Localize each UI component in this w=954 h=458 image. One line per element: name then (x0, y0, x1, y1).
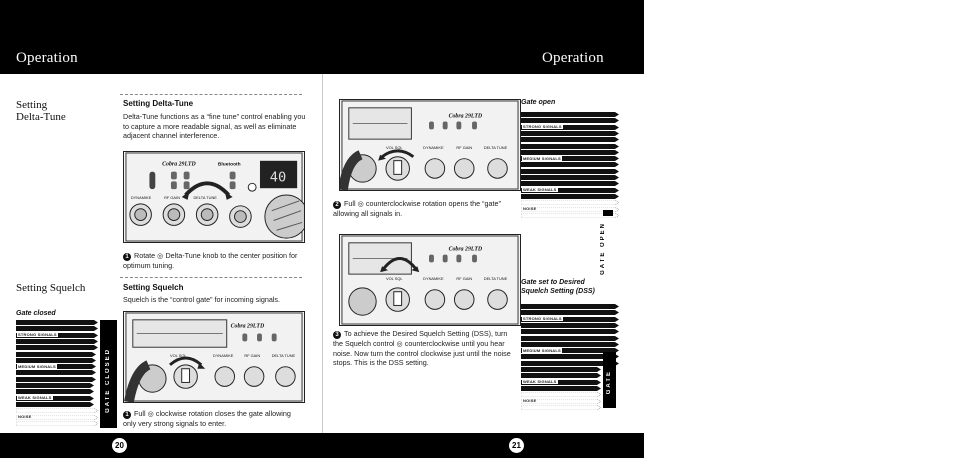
gate-open-vertical-text: GATE OPEN (600, 222, 606, 275)
svg-text:RF GAIN: RF GAIN (456, 144, 473, 150)
svg-text:DELTA TUNE: DELTA TUNE (271, 353, 296, 358)
subheading-delta-tune: Setting Delta-Tune (123, 99, 194, 108)
radio-drawing (340, 100, 520, 190)
gate-dss-label: Gate set to Desired Squelch Setting (DSS) (521, 279, 595, 295)
step-number: 2 (333, 201, 341, 209)
signal-label: NOISE (523, 206, 537, 211)
signal-label: STRONG SIGNALS (523, 316, 562, 322)
signal-label: STRONG SIGNALS (523, 124, 562, 130)
svg-text:DYNAMIKE: DYNAMIKE (213, 353, 234, 358)
radio-illustration-squelch-dss (339, 234, 521, 326)
radio-illustration-squelch-closed (123, 311, 305, 403)
signal-arrow (521, 112, 619, 117)
squelch-body: Squelch is the “control gate” for incoming signals. (123, 295, 281, 304)
gate-closed-bar (100, 320, 117, 428)
signal-arrow (521, 118, 619, 123)
svg-text:Cobra 29LTD: Cobra 29LTD (230, 323, 265, 330)
right-page-title: Operation (542, 50, 604, 66)
svg-text:VOL SQL: VOL SQL (169, 353, 187, 358)
svg-text:Bluetooth: Bluetooth (217, 162, 241, 168)
page-number-left: 20 (112, 438, 127, 453)
svg-text:Cobra 29LTD: Cobra 29LTD (448, 113, 483, 120)
svg-text:Cobra 29LTD: Cobra 29LTD (448, 246, 483, 253)
squelch-caption-2 (333, 199, 513, 219)
signal-label: NOISE (523, 398, 537, 403)
delta-tune-caption-text: Rotate ◎ Delta-Tune knob to the center position for optimum tuning. (123, 251, 298, 270)
svg-text:DYNAMIKE: DYNAMIKE (423, 144, 444, 150)
signal-label: WEAK SIGNALS (523, 379, 557, 385)
signal-arrow (521, 304, 619, 309)
gate-open-marker (603, 210, 613, 216)
divider (120, 277, 302, 278)
signal-arrow (16, 320, 98, 325)
signal-arrow (16, 408, 98, 413)
delta-tune-body: Delta-Tune functions as a “fine tune” control enabling you to capture a more readable signal, as well as eliminate adjacent channel interference. (123, 112, 306, 140)
step-number: 3 (333, 331, 341, 339)
page-number-right: 21 (509, 438, 524, 453)
gate-closed-label: Gate closed (16, 310, 56, 317)
left-page-title: Operation (16, 50, 78, 66)
gate-dss-vertical-text: GATE (606, 370, 612, 395)
section-heading-squelch: Setting Squelch (16, 282, 86, 294)
signal-arrow (16, 377, 96, 382)
step-number: 1 (123, 411, 131, 419)
signal-arrow (16, 389, 94, 394)
footer-band (0, 433, 644, 458)
signal-label: STRONG SIGNALS (18, 332, 57, 338)
svg-text:VOL SQL: VOL SQL (385, 276, 403, 281)
signal-arrow (521, 150, 619, 155)
signal-arrow (521, 175, 619, 180)
svg-text:RF GAIN: RF GAIN (244, 353, 261, 358)
radio-drawing (124, 312, 304, 402)
signal-arrow (521, 336, 619, 341)
signal-arrow (16, 383, 94, 388)
svg-text:DELTA TUNE: DELTA TUNE (483, 144, 508, 150)
radio-drawing (124, 152, 304, 242)
signal-arrow (16, 421, 98, 426)
signal-arrow (521, 373, 601, 378)
squelch-caption-1-text: Full ◎ clockwise rotation closes the gate allowing only very strong signals to enter. (123, 409, 291, 428)
squelch-caption-2-text: Full ◎ counterclockwise rotation opens the “gate” allowing all signals in. (333, 199, 501, 218)
section-heading-delta-tune: Setting Delta-Tune (16, 99, 66, 123)
signal-arrow (521, 323, 619, 328)
svg-text:RF GAIN: RF GAIN (164, 194, 180, 200)
svg-text:DELTA TUNE: DELTA TUNE (193, 194, 217, 200)
signal-label: NOISE (18, 414, 32, 419)
subheading-squelch: Setting Squelch (123, 283, 184, 292)
signal-arrow (16, 352, 96, 357)
signal-arrow (521, 162, 619, 167)
svg-text:DYNAMIKE: DYNAMIKE (130, 194, 152, 200)
signal-arrow (521, 194, 619, 199)
signal-arrow (521, 131, 619, 136)
signal-stack-gate-closed (16, 320, 98, 428)
signal-arrow (521, 310, 619, 315)
signal-arrow (16, 326, 98, 331)
signal-arrow (16, 358, 96, 363)
signal-label: MEDIUM SIGNALS (523, 155, 561, 161)
signal-arrow (16, 402, 94, 407)
page-gutter (322, 74, 323, 433)
signal-stack-gate-open (521, 112, 621, 220)
delta-tune-caption (123, 251, 303, 271)
svg-text:40: 40 (269, 169, 287, 186)
signal-arrow (521, 144, 619, 149)
divider (120, 94, 302, 95)
radio-drawing (340, 235, 520, 325)
signal-arrow (521, 200, 619, 205)
signal-arrow (521, 181, 619, 186)
squelch-caption-1 (123, 409, 303, 429)
signal-label: WEAK SIGNALS (18, 395, 52, 401)
signal-arrow (16, 370, 96, 375)
signal-label: MEDIUM SIGNALS (18, 363, 56, 369)
signal-arrow (521, 405, 601, 410)
gate-closed-vertical-text: GATE CLOSED (105, 348, 111, 413)
signal-arrow (16, 339, 98, 344)
svg-text:RF GAIN: RF GAIN (456, 276, 473, 281)
svg-text:DELTA TUNE: DELTA TUNE (483, 276, 508, 281)
signal-arrow (521, 367, 601, 372)
svg-text:Cobra 29LTD: Cobra 29LTD (162, 161, 196, 168)
squelch-caption-3-text: To achieve the Desired Squelch Setting (DSS), turn the Squelch control ◎ counterclockwise until you hear noise. Now turn the control clockwise just until the noise stops. This is the DSS setting. (333, 329, 511, 367)
squelch-caption-3 (333, 329, 513, 368)
svg-text:DYNAMIKE: DYNAMIKE (423, 276, 444, 281)
signal-arrow (521, 386, 601, 391)
svg-text:VOL SQL: VOL SQL (385, 144, 403, 150)
signal-arrow (521, 342, 619, 347)
step-number: 1 (123, 253, 131, 261)
signal-label: MEDIUM SIGNALS (523, 347, 561, 353)
gate-open-label: Gate open (521, 99, 556, 106)
radio-illustration-delta-tune (123, 151, 305, 243)
signal-arrow (521, 392, 601, 397)
signal-arrow (521, 137, 619, 142)
signal-arrow (521, 329, 619, 334)
signal-arrow (521, 169, 619, 174)
signal-arrow (16, 345, 98, 350)
radio-illustration-squelch-open (339, 99, 521, 191)
gate-dss-bar (603, 352, 616, 408)
signal-label: WEAK SIGNALS (523, 187, 557, 193)
